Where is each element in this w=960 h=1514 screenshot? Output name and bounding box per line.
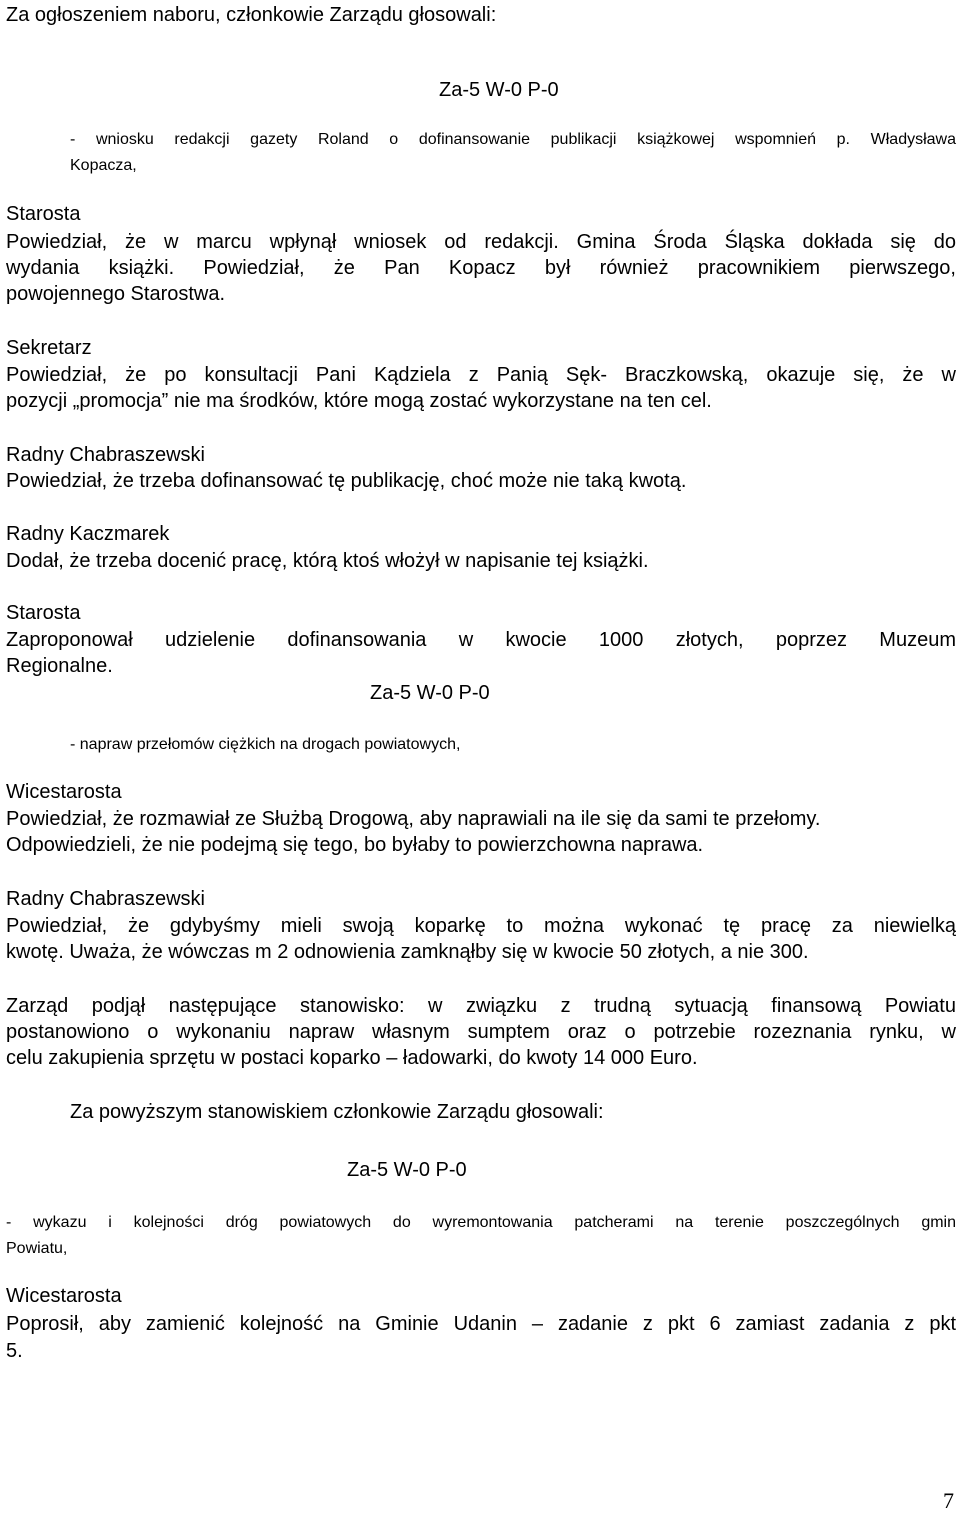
statement-2-line1: Powiedział, że po konsultacji Pani Kądziela z Panią Sęk- Braczkowską, okazuje się, że w bbox=[6, 364, 956, 386]
agenda-item-2: - napraw przełomów ciężkich na drogach powiatowych, bbox=[70, 736, 461, 753]
speaker-radny-chabraszewski-2: Radny Chabraszewski bbox=[6, 888, 205, 910]
statement-1-line2: wydania książki. Powiedział, że Pan Kopacz był również pracownikiem pierwszego, bbox=[6, 257, 956, 279]
statement-5-line1: Zaproponował udzielenie dofinansowania w kwocie 1000 złotych, poprzez Muzeum bbox=[6, 629, 956, 651]
speaker-wicestarosta-2: Wicestarosta bbox=[6, 1285, 122, 1307]
vote-result-2: Za-5 W-0 P-0 bbox=[370, 682, 490, 704]
vote-intro-3: Za powyższym stanowiskiem członkowie Zarządu głosowali: bbox=[70, 1101, 604, 1123]
statement-8-line2: 5. bbox=[6, 1340, 23, 1362]
statement-7-line2: kwotę. Uważa, że wówczas m 2 odnowienia zamknąłby się w kwocie 50 złotych, a nie 300. bbox=[6, 941, 809, 963]
agenda-item-1-line2: Kopacza, bbox=[70, 157, 137, 174]
statement-1-line3: powojennego Starostwa. bbox=[6, 283, 226, 305]
decision-line2: postanowiono o wykonaniu napraw własnym sumptem oraz o potrzebie rozeznania rynku, w bbox=[6, 1021, 956, 1043]
statement-7-line1: Powiedział, że gdybyśmy mieli swoją koparkę to można wykonać tę pracę za niewielką bbox=[6, 915, 956, 937]
agenda-item-1-line1: - wniosku redakcji gazety Roland o dofinansowanie publikacji książkowej wspomnień p. Władysława bbox=[70, 131, 956, 148]
page-number: 7 bbox=[943, 1488, 954, 1513]
statement-1-line1: Powiedział, że w marcu wpłynął wniosek od redakcji. Gmina Środa Śląska dokłada się do bbox=[6, 231, 956, 253]
statement-2-line2: pozycji „promocja” nie ma środków, które mogą zostać wykorzystane na ten cel. bbox=[6, 390, 712, 412]
speaker-radny-kaczmarek: Radny Kaczmarek bbox=[6, 523, 170, 545]
speaker-wicestarosta-1: Wicestarosta bbox=[6, 781, 122, 803]
statement-6-line1: Powiedział, że rozmawiał ze Służbą Drogową, aby naprawiali na ile się da sami te przełomy. bbox=[6, 808, 821, 830]
speaker-starosta-1: Starosta bbox=[6, 203, 81, 225]
speaker-starosta-2: Starosta bbox=[6, 602, 81, 624]
statement-8-line1: Poprosił, aby zamienić kolejność na Gminie Udanin – zadanie z pkt 6 zamiast zadania z pkt bbox=[6, 1313, 956, 1335]
speaker-radny-chabraszewski-1: Radny Chabraszewski bbox=[6, 444, 205, 466]
statement-6-line2: Odpowiedzieli, że nie podejmą się tego, bo byłaby to powierzchowna naprawa. bbox=[6, 834, 704, 856]
agenda-item-3-line1: - wykazu i kolejności dróg powiatowych do wyremontowania patcherami na terenie poszczególnych gmin bbox=[6, 1214, 956, 1231]
intro-text: Za ogłoszeniem naboru, członkowie Zarządu głosowali: bbox=[6, 4, 497, 26]
vote-result-1: Za-5 W-0 P-0 bbox=[439, 79, 559, 101]
statement-4: Dodał, że trzeba docenić pracę, którą ktoś włożył w napisanie tej książki. bbox=[6, 550, 649, 572]
statement-3: Powiedział, że trzeba dofinansować tę publikację, choć może nie taką kwotą. bbox=[6, 470, 687, 492]
decision-line3: celu zakupienia sprzętu w postaci koparko – ładowarki, do kwoty 14 000 Euro. bbox=[6, 1047, 698, 1069]
agenda-item-3-line2: Powiatu, bbox=[6, 1240, 68, 1257]
statement-5-line2: Regionalne. bbox=[6, 655, 113, 677]
speaker-sekretarz: Sekretarz bbox=[6, 337, 92, 359]
vote-result-3: Za-5 W-0 P-0 bbox=[347, 1159, 467, 1181]
decision-line1: Zarząd podjął następujące stanowisko: w związku z trudną sytuacją finansową Powiatu bbox=[6, 995, 956, 1017]
